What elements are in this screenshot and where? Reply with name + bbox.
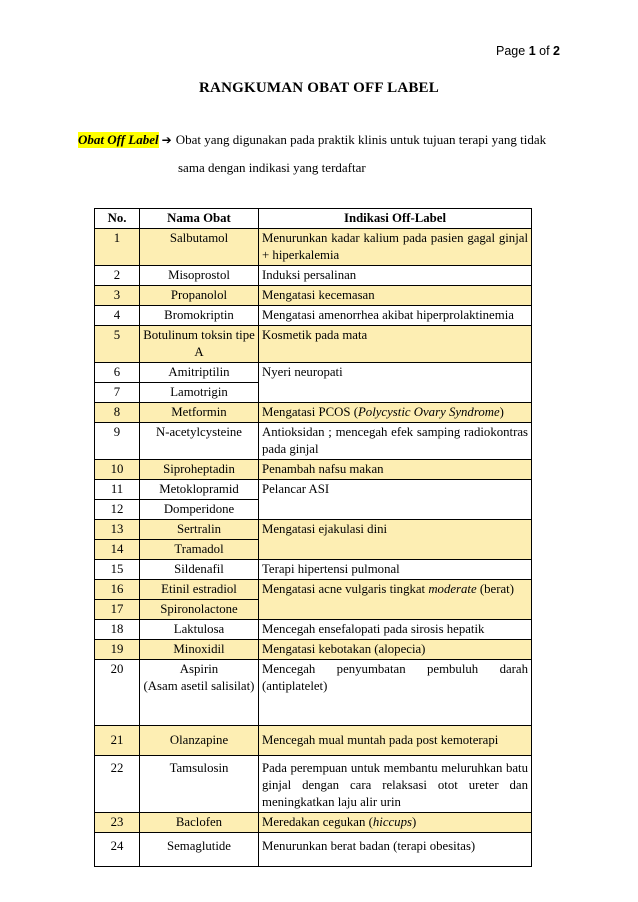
table-row: [95, 726, 532, 756]
row-indication: Mengatasi acne vulgaris tingkat moderate (berat): [259, 580, 532, 620]
row-no: 13: [95, 520, 140, 540]
row-indication: Mengatasi PCOS (Polycystic Ovary Syndrome): [259, 403, 532, 423]
row-name: Propanolol: [140, 286, 259, 306]
row-no: 21: [95, 726, 140, 756]
row-no: 20: [95, 660, 140, 726]
arrow-right-icon: ➔: [161, 133, 172, 147]
row-name: Bromokriptin: [140, 306, 259, 326]
definition-line-2: sama dengan indikasi yang terdaftar: [178, 160, 366, 175]
row-no: 16: [95, 580, 140, 600]
header-no: No.: [95, 209, 140, 229]
row-indication: Mengatasi amenorrhea akibat hiperprolaktinemia: [259, 306, 532, 326]
definition-term: Obat Off Label: [78, 132, 159, 147]
row-no: 5: [95, 326, 140, 363]
row-no: 1: [95, 229, 140, 266]
row-no: 4: [95, 306, 140, 326]
table-row: [95, 560, 532, 580]
row-name: Laktulosa: [140, 620, 259, 640]
definition-block: [78, 132, 568, 176]
table-row: [95, 326, 532, 363]
row-name: Siproheptadin: [140, 460, 259, 480]
row-name: Domperidone: [140, 500, 259, 520]
row-no: 8: [95, 403, 140, 423]
page-title: RANGKUMAN OBAT OFF LABEL: [199, 80, 439, 96]
table-row: [95, 306, 532, 326]
row-no: 14: [95, 540, 140, 560]
row-indication: Terapi hipertensi pulmonal: [259, 560, 532, 580]
table-row: [95, 580, 532, 600]
row-name: Minoxidil: [140, 640, 259, 660]
table-row: [95, 403, 532, 423]
table-row: [95, 423, 532, 460]
row-name: Botulinum toksin tipe A: [140, 326, 259, 363]
table-row: [95, 480, 532, 500]
row-indication: Menurunkan berat badan (terapi obesitas): [259, 833, 532, 867]
row-no: 17: [95, 600, 140, 620]
table-row: [95, 363, 532, 383]
row-no: 10: [95, 460, 140, 480]
row-indication: Antioksidan ; mencegah efek samping radiokontras pada ginjal: [259, 423, 532, 460]
page-total: 2: [553, 44, 560, 58]
header-indication: Indikasi Off-Label: [259, 209, 532, 229]
table-row: [95, 229, 532, 266]
row-no: 24: [95, 833, 140, 867]
header-name: Nama Obat: [140, 209, 259, 229]
row-indication: Mengatasi ejakulasi dini: [259, 520, 532, 560]
table-row: [95, 266, 532, 286]
row-name: Lamotrigin: [140, 383, 259, 403]
row-no: 23: [95, 813, 140, 833]
row-indication: Nyeri neuropati: [259, 363, 532, 403]
row-no: 18: [95, 620, 140, 640]
row-no: 12: [95, 500, 140, 520]
row-no: 11: [95, 480, 140, 500]
row-name: Aspirin (Asam asetil salisilat): [140, 660, 259, 726]
table-row: [95, 286, 532, 306]
table-row: [95, 460, 532, 480]
page-current: 1: [528, 44, 536, 58]
row-indication: Penambah nafsu makan: [259, 460, 532, 480]
row-name: Metformin: [140, 403, 259, 423]
row-no: 2: [95, 266, 140, 286]
row-name: Amitriptilin: [140, 363, 259, 383]
row-no: 22: [95, 756, 140, 813]
row-name: Sertralin: [140, 520, 259, 540]
row-name: N-acetylcysteine: [140, 423, 259, 460]
definition-line-1: Obat yang digunakan pada praktik klinis untuk tujuan terapi yang tidak: [175, 132, 547, 147]
table-row: [95, 620, 532, 640]
table-row: [95, 813, 532, 833]
row-indication: Mengatasi kecemasan: [259, 286, 532, 306]
row-indication: Mencegah ensefalopati pada sirosis hepatik: [259, 620, 532, 640]
row-name: Tamsulosin: [140, 756, 259, 813]
row-no: 19: [95, 640, 140, 660]
row-indication: Induksi persalinan: [259, 266, 532, 286]
row-indication: Mencegah penyumbatan pembuluh darah (antiplatelet): [259, 660, 532, 726]
table-row: [95, 756, 532, 813]
row-indication: Menurunkan kadar kalium pada pasien gagal ginjal + hiperkalemia: [259, 229, 532, 266]
row-name: Semaglutide: [140, 833, 259, 867]
row-name: Olanzapine: [140, 726, 259, 756]
table-row: [95, 640, 532, 660]
row-indication: Kosmetik pada mata: [259, 326, 532, 363]
table-row: [95, 660, 532, 726]
row-no: 3: [95, 286, 140, 306]
row-no: 6: [95, 363, 140, 383]
row-name: Baclofen: [140, 813, 259, 833]
page-of: of: [539, 44, 550, 58]
page-number: [496, 44, 560, 58]
row-name: Spironolactone: [140, 600, 259, 620]
row-name: Sildenafil: [140, 560, 259, 580]
table-row: [95, 520, 532, 540]
row-no: 7: [95, 383, 140, 403]
row-name: Etinil estradiol: [140, 580, 259, 600]
row-name: Tramadol: [140, 540, 259, 560]
row-name: Metoklopramid: [140, 480, 259, 500]
row-indication: Pada perempuan untuk membantu meluruhkan batu ginjal dengan cara relaksasi otot ureter dan meningkatkan laju alir urin: [259, 756, 532, 813]
table-row: [95, 833, 532, 867]
row-no: 9: [95, 423, 140, 460]
row-name: Salbutamol: [140, 229, 259, 266]
drug-table: [94, 208, 532, 867]
row-name: Misoprostol: [140, 266, 259, 286]
row-indication: Mencegah mual muntah pada post kemoterapi: [259, 726, 532, 756]
row-indication: Mengatasi kebotakan (alopecia): [259, 640, 532, 660]
row-no: 15: [95, 560, 140, 580]
page-label: Page: [496, 44, 526, 58]
row-indication: Meredakan cegukan (hiccups): [259, 813, 532, 833]
row-indication: Pelancar ASI: [259, 480, 532, 520]
